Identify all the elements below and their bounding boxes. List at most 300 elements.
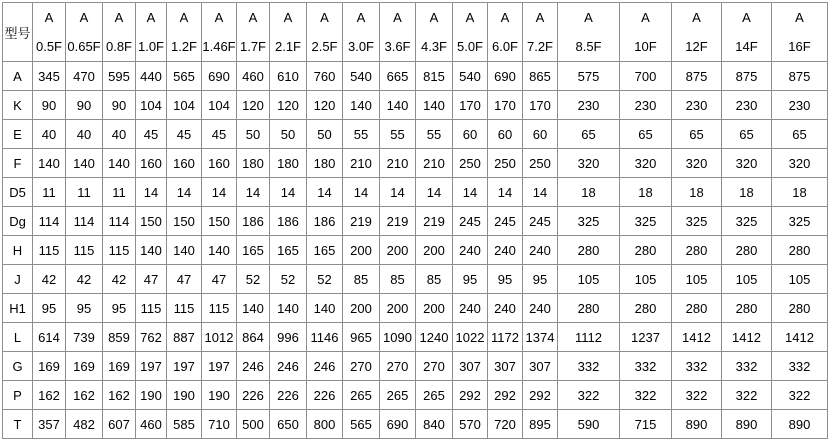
table-cell: 307 [453,352,488,381]
table-cell: 230 [672,91,722,120]
table-cell: 105 [620,265,672,294]
table-row [3,178,828,207]
table-cell: 140 [307,294,343,323]
table-cell: 40 [103,120,136,149]
table-cell: 190 [202,381,237,410]
table-cell: 55 [416,120,453,149]
table-cell: 14 [270,178,307,207]
column-size-label: 2.5F [311,39,338,54]
table-cell: 190 [136,381,167,410]
column-group-label: A [795,10,804,25]
table-cell: 245 [453,207,488,236]
table-cell: 140 [66,149,103,178]
table-cell: 325 [620,207,672,236]
table-cell: 105 [722,265,772,294]
column-size-label: 1.2F [170,39,197,54]
table-cell: 250 [488,149,523,178]
table-cell: 965 [343,323,380,352]
table-cell: 322 [620,381,672,410]
table-cell: 325 [722,207,772,236]
table-body [3,62,828,439]
table-cell: 11 [66,178,103,207]
table-cell: 14 [488,178,523,207]
table-cell: 325 [672,207,722,236]
table-cell: 14 [343,178,380,207]
table-cell: 890 [672,410,722,439]
column-size-label: 10F [634,39,657,54]
table-cell: 180 [237,149,270,178]
row-label: P [3,381,33,410]
column-size-label: 1.46F [202,39,236,54]
table-row [3,120,828,149]
table-cell: 1172 [488,323,523,352]
table-cell: 190 [167,381,202,410]
table-cell: 14 [307,178,343,207]
table-cell: 700 [620,62,672,91]
table-cell: 270 [380,352,416,381]
table-cell: 895 [523,410,558,439]
table-cell: 40 [66,120,103,149]
table-cell: 614 [33,323,66,352]
table-cell: 180 [307,149,343,178]
row-label: J [3,265,33,294]
table-cell: 332 [772,352,828,381]
table-cell: 1374 [523,323,558,352]
table-cell: 14 [416,178,453,207]
table-cell: 1237 [620,323,672,352]
table-cell: 197 [136,352,167,381]
table-cell: 715 [620,410,672,439]
column-header-cell [558,3,620,62]
column-header-cell [620,3,672,62]
table-cell: 40 [33,120,66,149]
column-group-label: A [248,10,258,25]
table-cell: 265 [380,381,416,410]
table-cell: 18 [772,178,828,207]
table-cell: 739 [66,323,103,352]
column-header-cell [343,3,380,62]
column-size-label: 0.5F [35,39,62,54]
table-cell: 875 [772,62,828,91]
table-cell: 160 [202,149,237,178]
table-cell: 18 [722,178,772,207]
table-cell: 570 [453,410,488,439]
row-label: H1 [3,294,33,323]
table-cell: 90 [66,91,103,120]
column-group-label: A [535,10,545,25]
table-cell: 575 [558,62,620,91]
table-cell: 42 [66,265,103,294]
table-cell: 226 [270,381,307,410]
table-cell: 320 [558,149,620,178]
table-cell: 322 [722,381,772,410]
table-cell: 42 [33,265,66,294]
table-cell: 169 [103,352,136,381]
table-cell: 200 [380,236,416,265]
table-cell: 219 [416,207,453,236]
column-header-cell [672,3,722,62]
column-group-label: A [79,10,89,25]
table-row [3,236,828,265]
table-cell: 95 [488,265,523,294]
table-cell: 45 [167,120,202,149]
corner-header-cell: 型号 [3,3,33,62]
table-cell: 197 [167,352,202,381]
table-cell: 280 [620,236,672,265]
table-cell: 14 [202,178,237,207]
table-cell: 320 [620,149,672,178]
table-row [3,62,828,91]
table-cell: 1240 [416,323,453,352]
table-cell: 226 [237,381,270,410]
table-cell: 104 [167,91,202,120]
table-cell: 280 [772,236,828,265]
table-cell: 115 [167,294,202,323]
table-cell: 1412 [672,323,722,352]
table-cell: 162 [66,381,103,410]
row-label: H [3,236,33,265]
table-cell: 140 [380,91,416,120]
table-cell: 890 [772,410,828,439]
row-label: D5 [3,178,33,207]
table-cell: 160 [136,149,167,178]
column-group-label: A [393,10,402,25]
table-cell: 60 [523,120,558,149]
table-cell: 320 [672,149,722,178]
column-header-cell [772,3,828,62]
table-cell: 322 [558,381,620,410]
table-cell: 114 [66,207,103,236]
table-cell: 55 [343,120,380,149]
table-cell: 60 [488,120,523,149]
column-group-label: A [146,10,156,25]
table-cell: 210 [380,149,416,178]
table-cell: 240 [488,236,523,265]
table-cell: 690 [380,410,416,439]
table-cell: 650 [270,410,307,439]
column-size-label: 0.8F [105,39,132,54]
table-cell: 1012 [202,323,237,352]
table-cell: 690 [488,62,523,91]
table-row [3,207,828,236]
table-cell: 55 [380,120,416,149]
table-cell: 815 [416,62,453,91]
table-cell: 690 [202,62,237,91]
table-row [3,294,828,323]
column-group-label: A [584,10,593,25]
table-cell: 150 [136,207,167,236]
table-cell: 60 [453,120,488,149]
table-cell: 280 [722,294,772,323]
table-cell: 610 [270,62,307,91]
table-cell: 180 [270,149,307,178]
table-cell: 859 [103,323,136,352]
column-size-label: 0.65F [67,39,101,54]
table-cell: 186 [237,207,270,236]
table-cell: 85 [416,265,453,294]
table-cell: 65 [620,120,672,149]
table-cell: 170 [488,91,523,120]
table-cell: 170 [523,91,558,120]
table-cell: 14 [167,178,202,207]
table-cell: 210 [343,149,380,178]
column-group-label: A [320,10,329,25]
table-cell: 120 [307,91,343,120]
table-cell: 540 [453,62,488,91]
table-cell: 250 [523,149,558,178]
table-cell: 345 [33,62,66,91]
table-cell: 332 [672,352,722,381]
table-cell: 47 [136,265,167,294]
table-cell: 42 [103,265,136,294]
table-cell: 14 [136,178,167,207]
table-cell: 95 [103,294,136,323]
table-cell: 332 [558,352,620,381]
row-label: Dg [3,207,33,236]
table-cell: 890 [722,410,772,439]
table-cell: 140 [270,294,307,323]
table-cell: 52 [237,265,270,294]
column-header-cell [66,3,103,62]
table-cell: 14 [380,178,416,207]
table-cell: 200 [343,294,380,323]
column-header-cell [237,3,270,62]
column-size-label: 1.0F [137,39,164,54]
table-cell: 47 [167,265,202,294]
table-cell: 762 [136,323,167,352]
table-cell: 720 [488,410,523,439]
table-cell: 280 [620,294,672,323]
column-group-label: A [214,10,224,25]
table-cell: 250 [453,149,488,178]
column-size-label: 4.3F [420,39,447,54]
table-cell: 865 [523,62,558,91]
table-cell: 160 [167,149,202,178]
table-cell: 115 [33,236,66,265]
table-cell: 325 [558,207,620,236]
table-cell: 65 [772,120,828,149]
table-cell: 325 [772,207,828,236]
column-header-cell [453,3,488,62]
table-cell: 875 [672,62,722,91]
table-cell: 18 [558,178,620,207]
table-cell: 165 [237,236,270,265]
table-cell: 482 [66,410,103,439]
column-header-cell [416,3,453,62]
table-cell: 230 [722,91,772,120]
table-cell: 1112 [558,323,620,352]
table-cell: 887 [167,323,202,352]
table-cell: 307 [523,352,558,381]
table-cell: 292 [453,381,488,410]
table-cell: 320 [772,149,828,178]
row-label: L [3,323,33,352]
table-cell: 240 [488,294,523,323]
column-group-label: A [465,10,475,25]
row-label: A [3,62,33,91]
table-row [3,381,828,410]
table-cell: 200 [380,294,416,323]
table-cell: 105 [672,265,722,294]
table-cell: 1090 [380,323,416,352]
column-header-cell [380,3,416,62]
table-cell: 996 [270,323,307,352]
column-size-label: 14F [735,39,758,54]
table-cell: 11 [103,178,136,207]
table-cell: 332 [722,352,772,381]
column-group-label: A [114,10,124,25]
table-cell: 864 [237,323,270,352]
table-cell: 245 [523,207,558,236]
table-cell: 460 [237,62,270,91]
table-cell: 95 [453,265,488,294]
column-size-label: 5.0F [456,39,483,54]
column-header-cell [136,3,167,62]
table-cell: 246 [307,352,343,381]
table-cell: 47 [202,265,237,294]
table-cell: 105 [558,265,620,294]
column-group-label: A [283,10,293,25]
model-spec-table [2,2,828,439]
table-cell: 240 [453,236,488,265]
table-row [3,265,828,294]
table-cell: 65 [558,120,620,149]
table-cell: 1412 [772,323,828,352]
table-cell: 800 [307,410,343,439]
table-cell: 292 [488,381,523,410]
table-cell: 280 [558,294,620,323]
table-cell: 120 [270,91,307,120]
table-cell: 11 [33,178,66,207]
table-cell: 1146 [307,323,343,352]
table-cell: 226 [307,381,343,410]
table-cell: 162 [103,381,136,410]
column-size-label: 8.5F [575,39,602,54]
table-cell: 270 [416,352,453,381]
table-cell: 120 [237,91,270,120]
table-cell: 45 [202,120,237,149]
table-cell: 200 [416,294,453,323]
table-cell: 65 [722,120,772,149]
table-cell: 52 [307,265,343,294]
table-cell: 357 [33,410,66,439]
column-size-label: 1.7F [239,39,266,54]
column-size-label: 3.0F [347,39,374,54]
table-cell: 140 [103,149,136,178]
table-cell: 875 [722,62,772,91]
table-cell: 240 [523,294,558,323]
table-cell: 140 [202,236,237,265]
column-group-label: A [692,10,701,25]
table-cell: 165 [307,236,343,265]
table-cell: 440 [136,62,167,91]
row-label: K [3,91,33,120]
table-cell: 280 [722,236,772,265]
table-cell: 115 [66,236,103,265]
column-group-label: A [500,10,510,25]
table-cell: 115 [136,294,167,323]
table-cell: 540 [343,62,380,91]
table-cell: 169 [66,352,103,381]
row-label: T [3,410,33,439]
table-cell: 140 [237,294,270,323]
column-header-cell [488,3,523,62]
column-group-label: A [641,10,650,25]
table-cell: 270 [343,352,380,381]
table-cell: 230 [772,91,828,120]
table-cell: 140 [167,236,202,265]
table-cell: 14 [237,178,270,207]
table-cell: 18 [620,178,672,207]
table-cell: 140 [136,236,167,265]
table-cell: 200 [343,236,380,265]
table-cell: 470 [66,62,103,91]
table-cell: 240 [453,294,488,323]
column-size-label: 16F [788,39,811,54]
table-cell: 95 [523,265,558,294]
table-cell: 322 [672,381,722,410]
table-cell: 245 [488,207,523,236]
table-cell: 565 [343,410,380,439]
table-cell: 104 [136,91,167,120]
table-cell: 197 [202,352,237,381]
table-cell: 320 [722,149,772,178]
column-size-label: 3.6F [384,39,411,54]
table-cell: 230 [620,91,672,120]
table-cell: 292 [523,381,558,410]
table-cell: 230 [558,91,620,120]
table-cell: 219 [380,207,416,236]
table-cell: 95 [33,294,66,323]
table-cell: 140 [33,149,66,178]
table-cell: 50 [270,120,307,149]
table-row [3,149,828,178]
table-cell: 165 [270,236,307,265]
table-cell: 186 [307,207,343,236]
table-cell: 565 [167,62,202,91]
table-cell: 115 [202,294,237,323]
table-cell: 162 [33,381,66,410]
table-cell: 150 [167,207,202,236]
table-cell: 115 [103,236,136,265]
column-size-label: 7.2F [526,39,553,54]
row-label: F [3,149,33,178]
table-cell: 280 [672,236,722,265]
table-cell: 169 [33,352,66,381]
table-cell: 665 [380,62,416,91]
column-group-label: A [742,10,751,25]
table-cell: 332 [620,352,672,381]
column-header-cell [307,3,343,62]
table-cell: 246 [237,352,270,381]
column-size-label: 12F [685,39,708,54]
table-cell: 280 [672,294,722,323]
table-cell: 95 [66,294,103,323]
table-cell: 14 [453,178,488,207]
table-row [3,410,828,439]
column-group-label: A [179,10,189,25]
column-group-label: A [356,10,366,25]
column-header-cell [202,3,237,62]
table-cell: 1022 [453,323,488,352]
row-label: G [3,352,33,381]
table-cell: 500 [237,410,270,439]
table-cell: 104 [202,91,237,120]
table-cell: 65 [672,120,722,149]
table-cell: 114 [33,207,66,236]
table-row [3,352,828,381]
table-cell: 307 [488,352,523,381]
